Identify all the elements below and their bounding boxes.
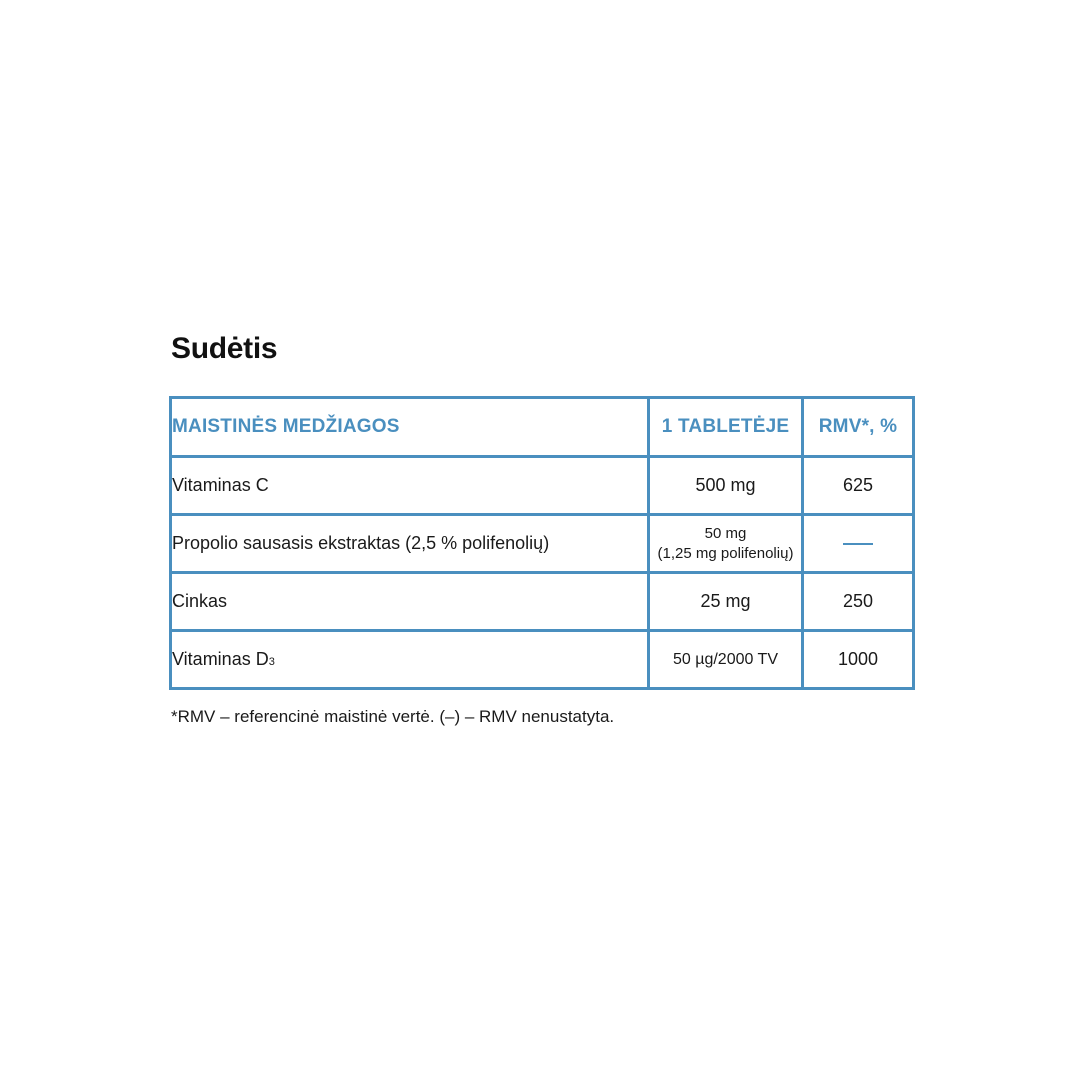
nutrient-rmv: 1000 [803, 631, 914, 689]
header-rmv: RMV*, % [803, 398, 914, 457]
nutrient-name: Cinkas [171, 573, 649, 631]
footnote: *RMV – referencinė maistinė vertė. (–) – RMV nenustatyta. [171, 707, 615, 726]
nutrient-rmv: 250 [803, 573, 914, 631]
nutrient-rmv [803, 515, 914, 573]
nutrient-table-container [169, 396, 912, 689]
page-title: Sudėtis [171, 332, 278, 365]
nutrient-table [169, 396, 915, 690]
nutrient-rmv: 625 [803, 457, 914, 515]
table-row [171, 573, 914, 631]
nutrient-name [171, 631, 649, 689]
nutrient-name-subscript: 3 [268, 656, 275, 668]
nutrient-amount: 500 mg [649, 457, 803, 515]
nutrient-name: Propolio sausasis ekstraktas (2,5 % polifenolių) [171, 515, 649, 573]
header-per-tablet: 1 TABLETĖJE [649, 398, 803, 457]
table-row [171, 631, 914, 689]
table-row [171, 457, 914, 515]
nutrient-amount: 25 mg [649, 573, 803, 631]
nutrient-amount-line1: 50 mg [704, 524, 747, 542]
header-nutrients: MAISTINĖS MEDŽIAGOS [171, 398, 649, 457]
table-row [171, 515, 914, 573]
nutrient-name: Vitaminas C [171, 457, 649, 515]
nutrient-amount-line2: (1,25 mg polifenolių) [657, 544, 794, 562]
nutrient-amount: 50 µg/2000 TV [649, 631, 803, 689]
table-header-row [171, 398, 914, 457]
nutrient-amount [649, 515, 803, 573]
not-established-dash [843, 543, 873, 545]
nutrient-name-text: Vitaminas D [172, 649, 269, 669]
